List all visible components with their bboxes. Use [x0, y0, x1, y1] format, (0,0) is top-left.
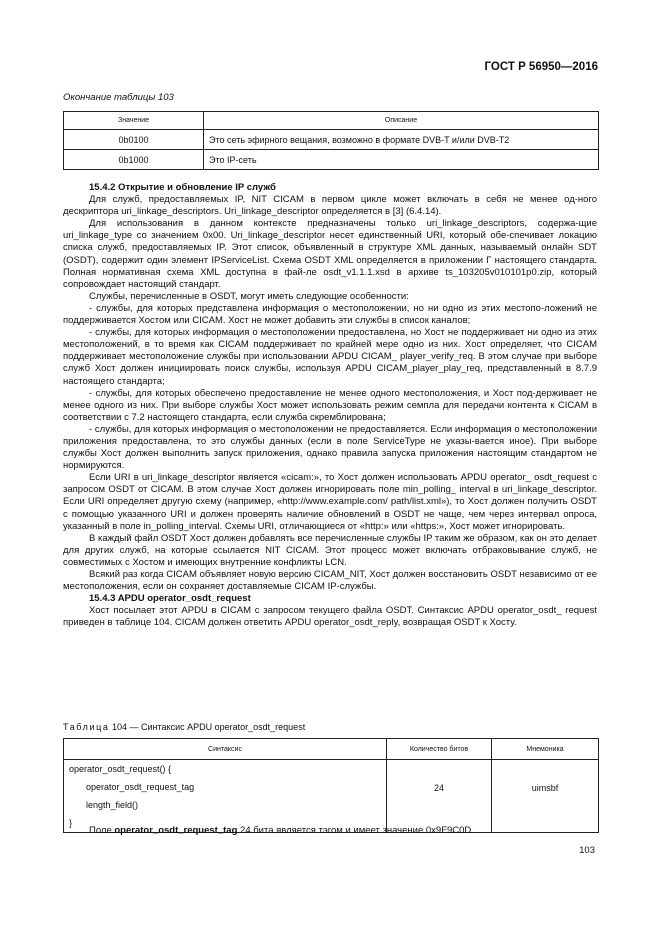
table-103-caption: Окончание таблицы 103 — [63, 92, 174, 103]
section-heading: 15.4.2 Открытие и обновление IP служб — [89, 182, 276, 193]
paragraph: Всякий раз когда CICAM объявляет новую версию CICAM_NIT, Хост должен восстановить OSDT независимо от ее местоположения, если он сохраняет доставляемые CICAM IP-службы. — [63, 569, 597, 593]
table-cell: 0b1000 — [64, 150, 204, 170]
field-note-suffix: 24 бита является тэгом и имеет значение 0x9F9C0D. — [237, 825, 474, 836]
paragraph: Если URI в uri_linkage_descriptor является «cicam:», то Хост должен использовать APDU operator_ osdt_request с запросом OSDT от CICAM. В этом случае Хост должен игнорировать поле min_polling_ interval в uri_linkage_descriptor. Если URI определяет другую схему (например, «http://www.example.com/ path/list.xml»), то Хост должен получить OSDT с помощью указанного URI и должен проверять наличие обновлений в OSDT не чаще, чем через интервал опроса, указанный в поле in_polling_interval. Схемы URI, отличающиеся от «http:» или «https:», Хост может игнорировать. — [63, 472, 597, 532]
column-header: Описание — [204, 112, 599, 130]
table-row — [64, 150, 599, 170]
field-note-prefix: Поле — [89, 825, 115, 836]
table-cell: Это IP-сеть — [204, 150, 599, 170]
list-item: - службы, для которых представлена информация о местоположении, но ни одно из этих местопо-ложений не поддерживается Хостом или CICAM. Хост не может добавить эти службы в список каналов; — [63, 302, 597, 327]
table-caption-label: Таблица — [63, 722, 110, 732]
syntax-line: } — [69, 818, 73, 828]
table-cell: 0b0100 — [64, 130, 204, 150]
list-item: - службы, для которых информация о местоположении не предоставляется. Если информация о местоположении приложения предоставлена, то это службы данных (если в поле ServiceType не указы-вается иное). При выборе службы Хост должен выполнить запуск приложения, однако правила запуска приложения настоящим стандартом не нормируются. — [63, 423, 597, 472]
table-cell: Это сеть эфирного вещания, возможно в формате DVB-T и/или DVB-T2 — [204, 130, 599, 150]
bits-value: 24 — [433, 783, 444, 793]
paragraph: Службы, перечисленные в OSDT, могут иметь следующие особенности: — [89, 290, 409, 302]
table-row — [64, 760, 599, 833]
section-heading: 15.4.3 APDU operator_osdt_request — [89, 593, 251, 605]
list-item: - службы, для которых обеспечено предоставление не менее одного местоположения, и Хост под-держивает не менее одного из них. При выборе службы Хост может использовать режим семпла для передачи контента к CICAM в соответствии с 7.2 настоящего стандарта, если служба скремблирована; — [63, 387, 597, 423]
mnemonic-value: uimsbf — [531, 783, 559, 793]
column-header: Синтаксис — [64, 739, 387, 760]
syntax-line: length_field() — [86, 800, 139, 810]
table-header-row — [64, 112, 599, 130]
paragraph: Для использования в данном контексте предназначены только uri_linkage_descriptors, содержа-щие uri_linkage_type со значением 0x00. Uri_linkage_descriptor несет единственный URI, который обе-спечивает локацию списка служб, предоставляемых IP. Этот список, объявленный в структуре XML данных, называемый онлайн SDT (OSDT), содержит один элемент IPServiceList. Схема OSDT XML определяется в приложении Г настоящего стандарта. Полная нормативная схема XML доступна в фай-ле osdt_v1.1.1.xsd в архиве ts_103205v010101p0.zip, который сопровождает настоящий стандарт. — [63, 218, 597, 290]
standard-header: ГОСТ Р 56950—2016 — [484, 61, 598, 73]
field-name: operator_osdt_request_tag — [114, 825, 238, 836]
table-caption-text: 104 — Синтаксис APDU operator_osdt_request — [112, 722, 306, 732]
paragraph: Хост посылает этот APDU в CICAM с запросом текущего файла OSDT. Синтаксис APDU operator_osdt_ request приведен в таблице 104. CICAM должен ответить APDU operator_osdt_reply, возвращая OSDT к Хосту. — [63, 605, 597, 629]
mnemonic-cell — [492, 760, 599, 833]
syntax-line: operator_osdt_request() { — [69, 764, 172, 774]
syntax-line: operator_osdt_request_tag — [86, 782, 195, 792]
field-note — [89, 825, 474, 836]
column-header: Значение — [64, 112, 204, 130]
paragraph: В каждый файл OSDT Хост должен добавлять все перечисленные службы IP таким же образом, как он это делает для других служб, на которые ссылается NIT CICAM. Этот процесс может включать отбраковывание служб, не совместимых с Хостом и имеющих внутренние конфликты LCN. — [63, 532, 597, 568]
table-103 — [63, 111, 599, 170]
column-header: Количество битов — [387, 739, 492, 760]
table-row — [64, 130, 599, 150]
list-item: - службы, для которых информация о местоположении предоставлена, но Хост не поддерживает ни одно из этих местоположений, в то время как CICAM поддерживает по крайней мере одно из них. Хост определяет, что CICAM поддерживает местоположение службы при использовании APDU CICAM_ player_verify_req. В этом случае при выборе служб Хост должен инициировать поиск службы, используя APDU CICAM_player_play_req, представленный в 8.7.9 настоящего стандарта; — [63, 327, 597, 387]
table-104 — [63, 738, 599, 833]
section-15-4-2 — [63, 182, 597, 629]
syntax-cell — [64, 760, 387, 833]
paragraph: Для служб, предоставляемых IP, NIT CICAM в первом цикле может включать в себя не менее од-ного дескриптора uri_linkage_descriptors. Uri_linkage_descriptor определяется в [3] (6.4.14). — [63, 194, 597, 218]
table-header-row — [64, 739, 599, 760]
page-number: 103 — [579, 845, 595, 856]
bits-cell — [387, 760, 492, 833]
column-header: Мнемоника — [492, 739, 599, 760]
table-104-caption — [63, 722, 305, 732]
